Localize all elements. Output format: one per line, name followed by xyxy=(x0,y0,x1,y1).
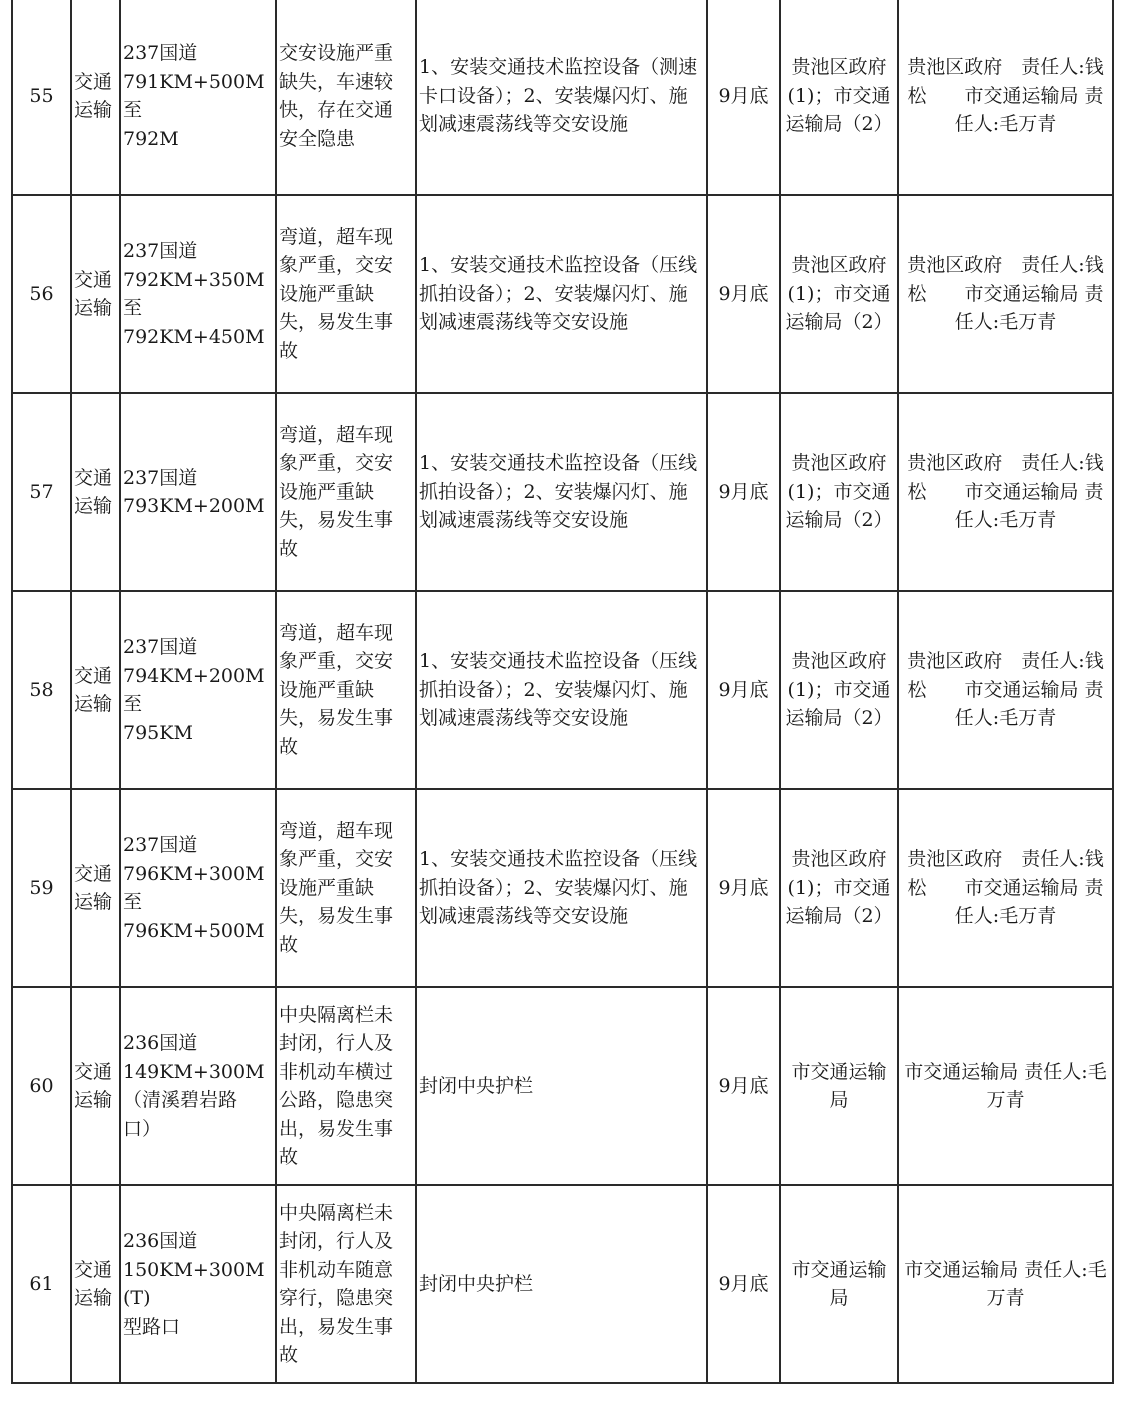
measure-cell xyxy=(416,1185,707,1383)
category-cell xyxy=(71,0,120,195)
row-number xyxy=(12,393,71,591)
location-cell xyxy=(120,987,276,1185)
responsible-unit-cell xyxy=(780,987,898,1185)
row-number-text: 58 xyxy=(29,678,54,701)
table-row xyxy=(12,789,1113,987)
responsible-person-cell-text: 贵池区政府 责任人:钱 松 市交通运输局 责 任人:毛万青 xyxy=(907,56,1104,136)
measure-cell-text: 封闭中央护栏 xyxy=(419,1074,534,1097)
category-cell-text: 交通 运输 xyxy=(74,268,113,319)
measure-cell xyxy=(416,393,707,591)
responsible-person-cell-text: 贵池区政府 责任人:钱 松 市交通运输局 责 任人:毛万青 xyxy=(907,650,1104,730)
responsible-person-cell xyxy=(898,987,1113,1185)
responsible-unit-cell xyxy=(780,1185,898,1383)
location-cell xyxy=(120,1185,276,1383)
measure-cell-text: 1、安装交通技术监控设备（压线 抓拍设备）；2、安装爆闪灯、施 划减速震荡线等交安设施 xyxy=(419,254,698,334)
responsible-person-cell xyxy=(898,789,1113,987)
category-cell-text: 交通 运输 xyxy=(74,1060,113,1111)
responsible-unit-cell xyxy=(780,195,898,393)
issue-cell xyxy=(276,591,416,789)
location-cell-text: 237国道 796KM+300M至 796KM+500M xyxy=(123,834,265,942)
deadline-cell-text: 9月底 xyxy=(718,876,769,899)
measure-cell-text: 1、安装交通技术监控设备（压线 抓拍设备）；2、安装爆闪灯、施 划减速震荡线等交安设施 xyxy=(419,848,698,928)
responsible-unit-cell xyxy=(780,789,898,987)
responsible-unit-cell xyxy=(780,0,898,195)
issue-cell-text: 弯道，超车现 象严重，交安 设施严重缺 失，易发生事 故 xyxy=(279,225,394,362)
row-number-text: 61 xyxy=(29,1272,54,1295)
table-row xyxy=(12,987,1113,1185)
category-cell xyxy=(71,591,120,789)
issue-cell xyxy=(276,393,416,591)
deadline-cell xyxy=(707,591,780,789)
deadline-cell-text: 9月底 xyxy=(718,282,769,305)
deadline-cell-text: 9月底 xyxy=(718,1074,769,1097)
row-number-text: 60 xyxy=(29,1074,54,1097)
category-cell xyxy=(71,195,120,393)
issue-cell-text: 弯道，超车现 象严重，交安 设施严重缺 失，易发生事 故 xyxy=(279,621,394,758)
responsible-unit-cell xyxy=(780,591,898,789)
measure-cell-text: 1、安装交通技术监控设备（压线 抓拍设备）；2、安装爆闪灯、施 划减速震荡线等交安设施 xyxy=(419,650,698,730)
deadline-cell xyxy=(707,195,780,393)
responsible-unit-cell-text: 市交通运输 局 xyxy=(791,1060,887,1111)
responsible-unit-cell-text: 贵池区政府 (1)；市交通 运输局（2） xyxy=(785,650,893,730)
table-row xyxy=(12,591,1113,789)
location-cell xyxy=(120,0,276,195)
issue-cell xyxy=(276,195,416,393)
deadline-cell xyxy=(707,0,780,195)
responsible-unit-cell xyxy=(780,393,898,591)
responsible-person-cell-text: 市交通运输局 责任人:毛 万青 xyxy=(904,1060,1107,1111)
row-number xyxy=(12,195,71,393)
location-cell-text: 237国道 794KM+200M至 795KM xyxy=(123,636,265,744)
deadline-cell-text: 9月底 xyxy=(718,1272,769,1295)
location-cell xyxy=(120,393,276,591)
row-number-text: 55 xyxy=(29,84,54,107)
deadline-cell xyxy=(707,987,780,1185)
responsible-unit-cell-text: 贵池区政府 (1)；市交通 运输局（2） xyxy=(785,254,893,334)
responsible-person-cell xyxy=(898,195,1113,393)
responsible-person-cell xyxy=(898,393,1113,591)
category-cell xyxy=(71,789,120,987)
category-cell xyxy=(71,393,120,591)
measure-cell xyxy=(416,789,707,987)
issue-cell xyxy=(276,0,416,195)
table-row xyxy=(12,393,1113,591)
row-number-text: 57 xyxy=(29,480,54,503)
measure-cell xyxy=(416,0,707,195)
issue-cell xyxy=(276,1185,416,1383)
responsible-person-cell-text: 贵池区政府 责任人:钱 松 市交通运输局 责 任人:毛万青 xyxy=(907,254,1104,334)
category-cell-text: 交通 运输 xyxy=(74,1258,113,1309)
issue-cell-text: 中央隔离栏未 封闭，行人及 非机动车横过 公路，隐患突 出，易发生事 故 xyxy=(279,1003,394,1168)
location-cell-text: 236国道 149KM+300M （清溪碧岩路 口） xyxy=(123,1032,265,1140)
category-cell-text: 交通 运输 xyxy=(74,70,113,121)
measure-cell-text: 封闭中央护栏 xyxy=(419,1272,534,1295)
table-row xyxy=(12,0,1113,195)
responsible-unit-cell-text: 贵池区政府 (1)；市交通 运输局（2） xyxy=(785,452,893,532)
category-cell xyxy=(71,1185,120,1383)
issue-cell-text: 中央隔离栏未 封闭，行人及 非机动车随意 穿行，隐患突 出，易发生事 故 xyxy=(279,1201,394,1366)
responsible-unit-cell-text: 贵池区政府 (1)；市交通 运输局（2） xyxy=(785,56,893,136)
measure-cell xyxy=(416,591,707,789)
category-cell-text: 交通 运输 xyxy=(74,664,113,715)
issue-cell-text: 交安设施严重 缺失，车速较 快，存在交通 安全隐患 xyxy=(279,42,394,150)
location-cell-text: 237国道 792KM+350M至 792KM+450M xyxy=(123,240,265,348)
responsible-unit-cell-text: 市交通运输 局 xyxy=(791,1258,887,1309)
responsible-person-cell-text: 市交通运输局 责任人:毛 万青 xyxy=(904,1258,1107,1309)
location-cell xyxy=(120,591,276,789)
location-cell-text: 237国道 791KM+500M至 792M xyxy=(123,42,265,150)
location-cell xyxy=(120,195,276,393)
row-number xyxy=(12,987,71,1185)
table-row xyxy=(12,195,1113,393)
hazard-table xyxy=(11,0,1114,1384)
location-cell xyxy=(120,789,276,987)
deadline-cell-text: 9月底 xyxy=(718,480,769,503)
category-cell-text: 交通 运输 xyxy=(74,862,113,913)
responsible-person-cell-text: 贵池区政府 责任人:钱 松 市交通运输局 责 任人:毛万青 xyxy=(907,848,1104,928)
row-number xyxy=(12,0,71,195)
issue-cell xyxy=(276,789,416,987)
category-cell-text: 交通 运输 xyxy=(74,466,113,517)
location-cell-text: 237国道 793KM+200M xyxy=(123,466,265,517)
issue-cell-text: 弯道，超车现 象严重，交安 设施严重缺 失，易发生事 故 xyxy=(279,423,394,560)
deadline-cell-text: 9月底 xyxy=(718,678,769,701)
measure-cell-text: 1、安装交通技术监控设备（压线 抓拍设备）；2、安装爆闪灯、施 划减速震荡线等交安设施 xyxy=(419,452,698,532)
responsible-person-cell xyxy=(898,591,1113,789)
issue-cell xyxy=(276,987,416,1185)
category-cell xyxy=(71,987,120,1185)
deadline-cell-text: 9月底 xyxy=(718,84,769,107)
responsible-unit-cell-text: 贵池区政府 (1)；市交通 运输局（2） xyxy=(785,848,893,928)
responsible-person-cell xyxy=(898,0,1113,195)
responsible-person-cell-text: 贵池区政府 责任人:钱 松 市交通运输局 责 任人:毛万青 xyxy=(907,452,1104,532)
issue-cell-text: 弯道，超车现 象严重，交安 设施严重缺 失，易发生事 故 xyxy=(279,819,394,956)
deadline-cell xyxy=(707,393,780,591)
row-number xyxy=(12,789,71,987)
row-number-text: 59 xyxy=(29,876,54,899)
row-number xyxy=(12,1185,71,1383)
table-row xyxy=(12,1185,1113,1383)
deadline-cell xyxy=(707,1185,780,1383)
measure-cell xyxy=(416,987,707,1185)
responsible-person-cell xyxy=(898,1185,1113,1383)
row-number xyxy=(12,591,71,789)
table-body xyxy=(12,0,1113,1383)
deadline-cell xyxy=(707,789,780,987)
row-number-text: 56 xyxy=(29,282,54,305)
measure-cell-text: 1、安装交通技术监控设备（测速 卡口设备）；2、安装爆闪灯、施 划减速震荡线等交安设施 xyxy=(419,56,698,136)
location-cell-text: 236国道 150KM+300M(T) 型路口 xyxy=(123,1230,265,1338)
measure-cell xyxy=(416,195,707,393)
